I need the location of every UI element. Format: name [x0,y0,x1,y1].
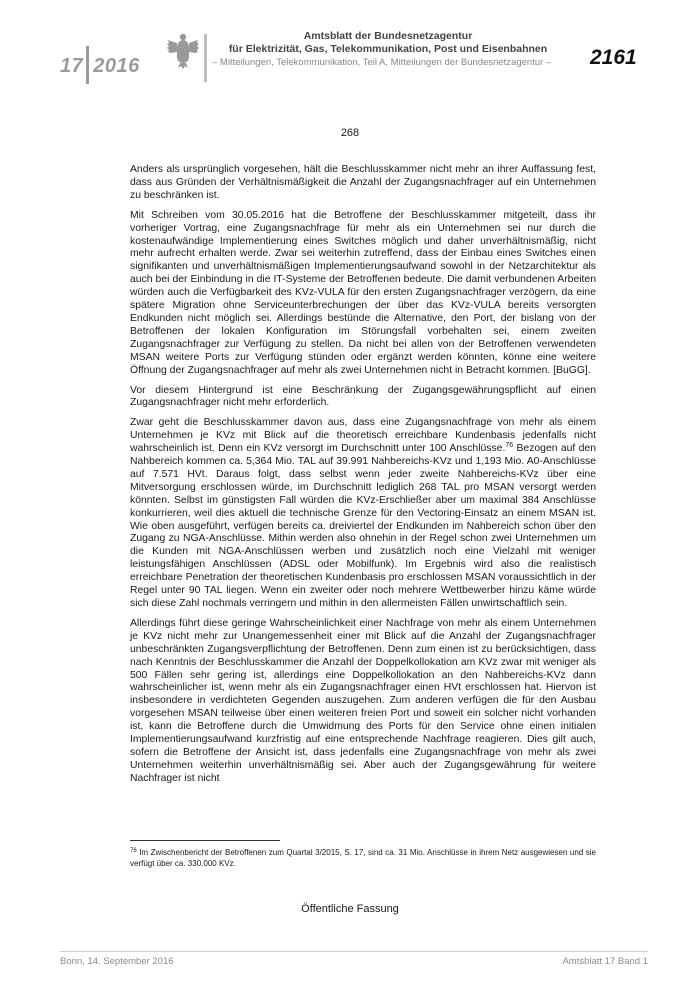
paragraph: Anders als ursprünglich vorgesehen, hält die Beschlusskammer nicht mehr an ihrer Auffassung fest, dass aus Gründen der Verhältnismäßigkeit die Anzahl der Zugangsnachfrager auf ein Unternehmen zu beschränken ist. [130,164,596,201]
gazette-title: Amtsblatt der Bundesnetzagentur [303,30,473,42]
section-line: – Mitteilungen, Telekommunikation, Teil A, Mitteilungen der Bundesnetzagentur – [212,57,552,68]
footnote [130,848,596,869]
header-vertical-rule [204,34,207,82]
footer-place-date: Bonn, 14. September 2016 [60,956,174,967]
issue-divider [86,46,89,84]
issue-number: 17 [60,55,84,77]
paragraph: Mit Schreiben vom 30.05.2016 hat die Betroffene der Beschlusskammer mitgeteilt, dass ihr vorheriger Vortrag, eine Zugangsnachfrage für mehr als ein Unternehmen sei nur durch die kostenaufwändige Implementierung eines Switches möglich und daher unverhältnismäßig, nicht mehr aufrecht erhalten werde. Zwar sei weiterhin zutreffend, dass der Einbau eines Switches einen signifikanten und unverhältnismäßigen Implementierungsaufwand sowohl in der Netzarchitektur als auch bei der Einbindung in die IT-Systeme der Betroffenen bedeute. Die damit verbundenen Arbeiten würden auch die Verfügbarkeit des KVz-VULA für den ersten Zugangsnachfrager verzögern, da eine spätere Migration ohne Serviceunterbrechungen der über das KVz-VULA bereits versorgten Endkunden nicht möglich sei. Allerdings bestünde die Alternative, den Port, der bislang von der Betroffenen der lokalen Konfiguration im Störungsfall vorbehalten sei, einem zweiten Zugangsnachfrager zur Verfügung zu stellen. Da nicht bei allen von der Betroffenen verwendeten MSAN weitere Ports zur Verfügung stünden oder ergänzt werden könnten, könne eine weitere Öffnung der Zugangsnachfrager auf mehr als zwei Unternehmen nicht in Betracht kommen. [BuGG]. [130,209,596,376]
public-version-label: Öffentliche Fassung [301,903,399,915]
footer-rule [60,951,648,952]
paragraph-text: Bezogen auf den Nahbereich kommen ca. 5,364 Mio. TAL auf 39.991 Nahbereichs-KVz und 1,193 Mio. A0-Anschlüsse auf 7.571 HVt. Daraus folgt, dass selbst wenn jeder zweite Nahbereichs-KVz über eine Mitversorgung erschlossen würde, im Durchschnitt lediglich 268 TAL pro MSAN versorgt werden könnten. Selbst im günstigsten Fall würden die KVz-Erschließer aber um maximal 384 Anschlüsse konkurrieren, weil dies aktuell die technische Grenze für den Vectoring-Einsatz an einem MSAN ist. Wie oben ausgeführt, verfügen bereits ca. dreiviertel der Endkunden im Nahbereich schon über den Zugang zu NGA-Anschlüsse. Mithin werden also ohnehin in der Regel schon zwei Unternehmen um die Kunden mit NGA-Anschlüssen werben und zusätzlich noch eine Vielzahl mit weniger leistungsfähigen Anschlüssen (ADSL oder Mobilfunk). Im Ergebnis wird also die realistisch erreichbare Penetration der theoretischen Kundenbasis pro erschlossen MSAN voraussichtlich in der Regel unter 90 TAL liegen. Wenn ein zweiter oder noch mehrere Wettbewerber hinzu käme würde sich diese Zahl nochmals verringern und mithin in den allermeisten Fällen unwirtschaftlich sein. [130,443,596,609]
paragraph-text: Zwar geht die Beschlusskammer davon aus, dass eine Zugangsnachfrage von mehr als einem Unternehmen je KVz mit Blick auf die theoretisch erreichbare Kundenbasis jedenfalls nicht wahrscheinlich ist. Denn ein KVz versorgt im Durchschnitt unter 100 Anschlüsse. [130,417,596,455]
issue-number-year [60,46,140,84]
paragraph: Vor diesem Hintergrund ist eine Beschränkung der Zugangsgewährungspflicht auf einen Zugangsnachfrager nicht mehr erforderlich. [130,384,596,409]
paragraph-with-footnote [130,417,596,611]
footnote-number: 76 [130,848,137,854]
page-number: 2161 [590,46,637,69]
footnote-reference[interactable]: 76 [505,442,514,450]
gazette-subtitle: für Elektrizität, Gas, Telekommunikation, Post und Eisenbahnen [228,43,548,55]
issue-year: 2016 [93,55,140,77]
footer-issue-ref: Amtsblatt 17 Band 1 [562,956,648,967]
footnote-text: Im Zwischenbericht der Betroffenen zum Quartal 3/2015, S. 17, sind ca. 31 Mio. Anschlüsse in ihrem Netz ausgewiesen und sie verfügt über ca. 330.000 KVz. [130,848,596,868]
federal-eagle-icon [166,30,200,70]
body-text [130,164,596,793]
paragraph: Allerdings führt diese geringe Wahrscheinlichkeit einer Nachfrage von mehr als einem Unternehmen je KVz nicht mehr zur Unangemessenheit einer mit Blick auf die Anzahl der Zugangsnachfrager unbeschränkten Zugangsverpflichtung der Betroffenen. Denn zum einen ist zu berücksichtigen, dass nach Kenntnis der Beschlusskammer die Anzahl der Doppelkollokation am KVz zwar mit weniger als 500 Fällen sehr gering ist, allerdings eine Doppelkollokation an den Nahbereichs-KVz dann wahrscheinlicher ist, wenn mehr als ein Zugangsnachfrager einen HVt erschlossen hat. Hiervon ist insbesondere in verdichteten Gegenden auszugehen. Zum anderen verfügen die für den Ausbau vorgesehen MSAN teilweise über einen weiteren freien Port und soweit ein solcher nicht vorhanden ist, kann die Betroffene durch die Umwidmung des Ports für den Service ohne einen initialen Implementierungsaufwand kurzfristig auf eine entsprechende Nachfrage reagieren. Dies gilt auch, sofern die Betroffene der Ansicht ist, dass jedenfalls eine Zugangsnachfrage von mehr als zwei Unternehmen weiterhin unverhältnismäßig sei. Aber auch der Zugangsgewährung für weitere Nachfrager ist nicht [130,617,596,784]
document-page-marker: 268 [340,127,360,139]
footnote-rule [130,840,280,841]
